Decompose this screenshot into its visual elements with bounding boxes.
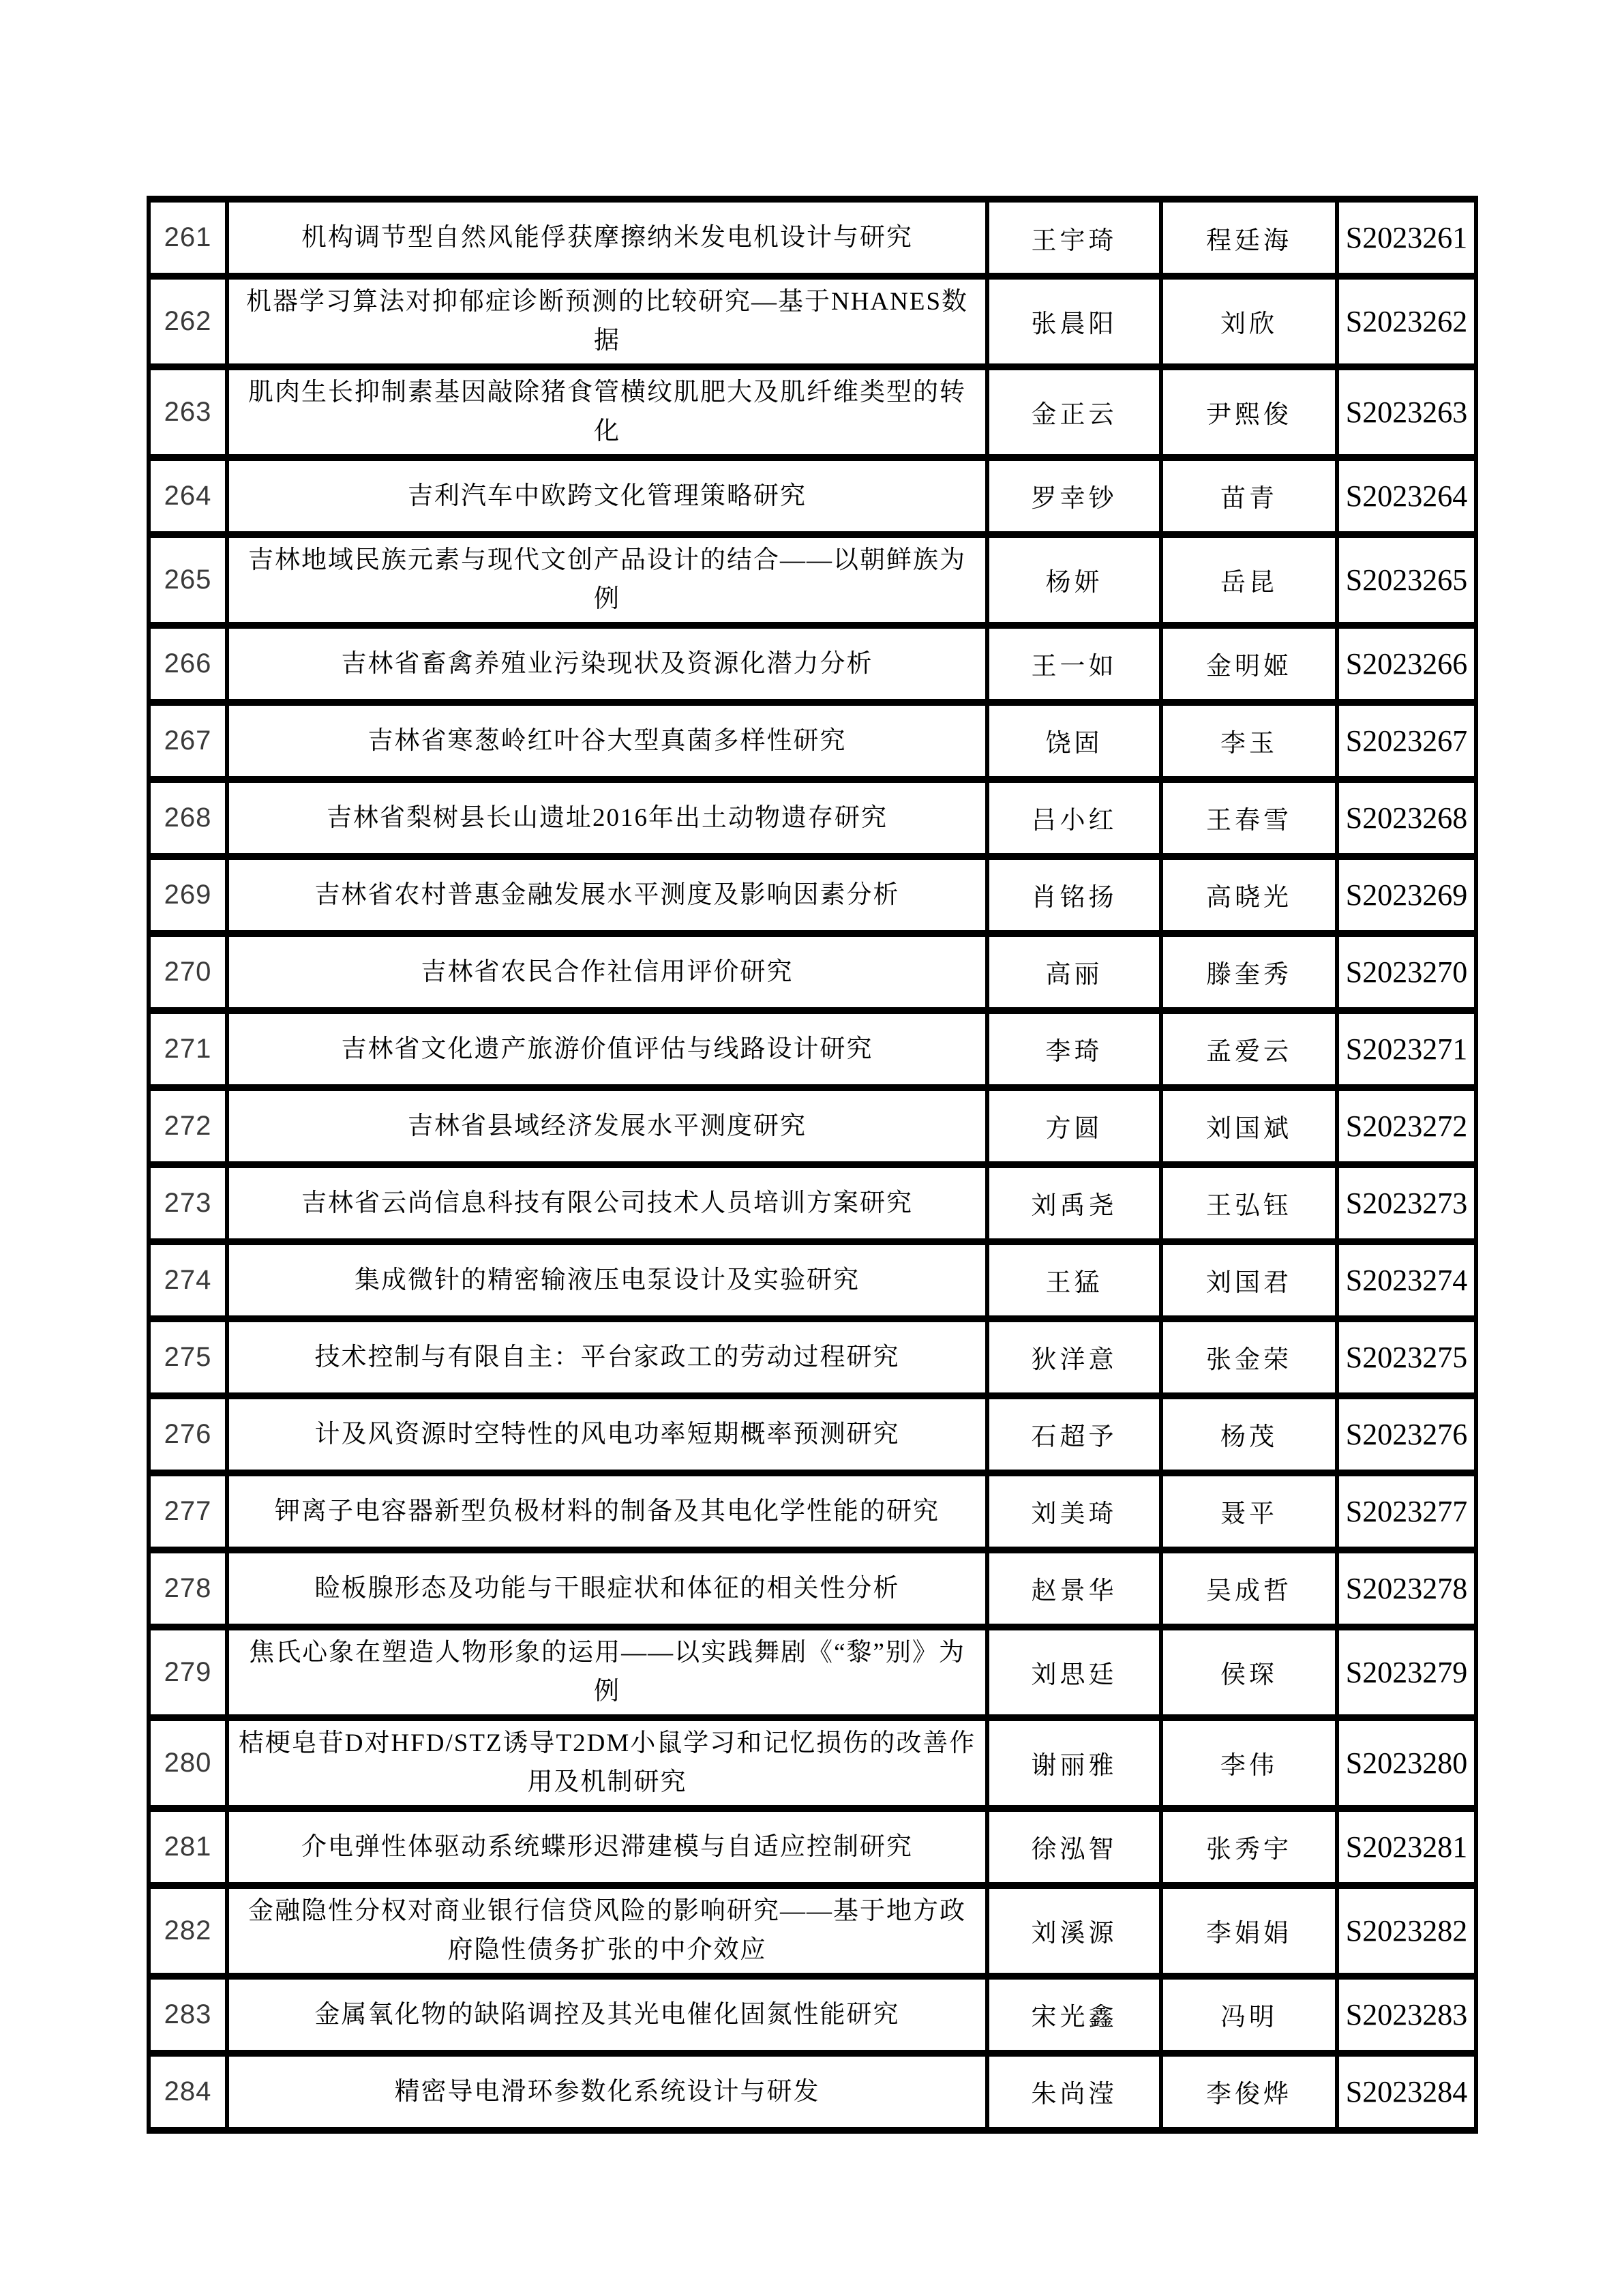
table-row — [149, 934, 1476, 1011]
row-number-cell: 276 — [149, 1396, 227, 1473]
table-row — [149, 276, 1476, 367]
row-number-cell: 268 — [149, 779, 227, 856]
author-name-cell: 宋光鑫 — [987, 1976, 1161, 2053]
thesis-title-cell: 介电弹性体驱动系统蝶形迟滞建模与自适应控制研究 — [227, 1808, 987, 1885]
thesis-title-cell: 机器学习算法对抑郁症诊断预测的比较研究—基于NHANES数据 — [227, 276, 987, 367]
thesis-title-cell: 吉林省农民合作社信用评价研究 — [227, 934, 987, 1011]
supervisor-name-cell: 高晓光 — [1161, 856, 1337, 934]
table-row — [149, 702, 1476, 779]
thesis-code-cell: S2023284 — [1337, 2053, 1476, 2130]
row-number-cell: 278 — [149, 1550, 227, 1627]
supervisor-name-cell: 刘国君 — [1161, 1242, 1337, 1319]
author-name-cell: 吕小红 — [987, 779, 1161, 856]
author-name-cell: 高丽 — [987, 934, 1161, 1011]
author-name-cell: 王宇琦 — [987, 199, 1161, 276]
thesis-code-cell: S2023267 — [1337, 702, 1476, 779]
author-name-cell: 李琦 — [987, 1011, 1161, 1088]
thesis-code-cell: S2023272 — [1337, 1088, 1476, 1165]
row-number-cell: 265 — [149, 535, 227, 625]
thesis-title-cell: 吉利汽车中欧跨文化管理策略研究 — [227, 458, 987, 535]
thesis-code-cell: S2023281 — [1337, 1808, 1476, 1885]
table-row — [149, 199, 1476, 276]
thesis-code-cell: S2023261 — [1337, 199, 1476, 276]
author-name-cell: 刘思廷 — [987, 1627, 1161, 1718]
table-row — [149, 2053, 1476, 2130]
row-number-cell: 261 — [149, 199, 227, 276]
thesis-title-cell: 吉林省文化遗产旅游价值评估与线路设计研究 — [227, 1011, 987, 1088]
thesis-code-cell: S2023269 — [1337, 856, 1476, 934]
thesis-code-cell: S2023275 — [1337, 1319, 1476, 1396]
thesis-code-cell: S2023277 — [1337, 1473, 1476, 1550]
row-number-cell: 266 — [149, 625, 227, 702]
author-name-cell: 杨妍 — [987, 535, 1161, 625]
supervisor-name-cell: 杨茂 — [1161, 1396, 1337, 1473]
row-number-cell: 272 — [149, 1088, 227, 1165]
thesis-list-table — [147, 196, 1478, 2134]
row-number-cell: 282 — [149, 1885, 227, 1976]
thesis-code-cell: S2023265 — [1337, 535, 1476, 625]
supervisor-name-cell: 王弘钰 — [1161, 1165, 1337, 1242]
supervisor-name-cell: 尹熙俊 — [1161, 367, 1337, 458]
table-row — [149, 1165, 1476, 1242]
table-row — [149, 458, 1476, 535]
row-number-cell: 271 — [149, 1011, 227, 1088]
author-name-cell: 方圆 — [987, 1088, 1161, 1165]
thesis-title-cell: 桔梗皂苷D对HFD/STZ诱导T2DM小鼠学习和记忆损伤的改善作用及机制研究 — [227, 1718, 987, 1808]
table-row — [149, 1473, 1476, 1550]
thesis-title-cell: 计及风资源时空特性的风电功率短期概率预测研究 — [227, 1396, 987, 1473]
row-number-cell: 283 — [149, 1976, 227, 2053]
thesis-title-cell: 金属氧化物的缺陷调控及其光电催化固氮性能研究 — [227, 1976, 987, 2053]
table-row — [149, 1976, 1476, 2053]
supervisor-name-cell: 刘欣 — [1161, 276, 1337, 367]
author-name-cell: 罗幸钞 — [987, 458, 1161, 535]
thesis-code-cell: S2023283 — [1337, 1976, 1476, 2053]
table-row — [149, 856, 1476, 934]
thesis-title-cell: 吉林省畜禽养殖业污染现状及资源化潜力分析 — [227, 625, 987, 702]
thesis-title-cell: 吉林地域民族元素与现代文创产品设计的结合——以朝鲜族为例 — [227, 535, 987, 625]
author-name-cell: 王一如 — [987, 625, 1161, 702]
thesis-code-cell: S2023271 — [1337, 1011, 1476, 1088]
supervisor-name-cell: 岳昆 — [1161, 535, 1337, 625]
table-row — [149, 1396, 1476, 1473]
thesis-title-cell: 吉林省云尚信息科技有限公司技术人员培训方案研究 — [227, 1165, 987, 1242]
row-number-cell: 269 — [149, 856, 227, 934]
row-number-cell: 284 — [149, 2053, 227, 2130]
author-name-cell: 张晨阳 — [987, 276, 1161, 367]
table-row — [149, 1242, 1476, 1319]
table-row — [149, 1011, 1476, 1088]
thesis-title-cell: 吉林省梨树县长山遗址2016年出土动物遗存研究 — [227, 779, 987, 856]
supervisor-name-cell: 金明姬 — [1161, 625, 1337, 702]
thesis-title-cell: 睑板腺形态及功能与干眼症状和体征的相关性分析 — [227, 1550, 987, 1627]
row-number-cell: 277 — [149, 1473, 227, 1550]
thesis-code-cell: S2023282 — [1337, 1885, 1476, 1976]
thesis-title-cell: 钾离子电容器新型负极材料的制备及其电化学性能的研究 — [227, 1473, 987, 1550]
author-name-cell: 朱尚滢 — [987, 2053, 1161, 2130]
supervisor-name-cell: 侯琛 — [1161, 1627, 1337, 1718]
author-name-cell: 谢丽雅 — [987, 1718, 1161, 1808]
thesis-title-cell: 焦氏心象在塑造人物形象的运用——以实践舞剧《“黎”别》为例 — [227, 1627, 987, 1718]
thesis-code-cell: S2023274 — [1337, 1242, 1476, 1319]
thesis-title-cell: 吉林省寒葱岭红叶谷大型真菌多样性研究 — [227, 702, 987, 779]
author-name-cell: 刘美琦 — [987, 1473, 1161, 1550]
table-row — [149, 779, 1476, 856]
table-row — [149, 625, 1476, 702]
table-row — [149, 1718, 1476, 1808]
supervisor-name-cell: 吴成哲 — [1161, 1550, 1337, 1627]
supervisor-name-cell: 刘国斌 — [1161, 1088, 1337, 1165]
author-name-cell: 肖铭扬 — [987, 856, 1161, 934]
table-row — [149, 1088, 1476, 1165]
row-number-cell: 270 — [149, 934, 227, 1011]
author-name-cell: 饶固 — [987, 702, 1161, 779]
table-row — [149, 1319, 1476, 1396]
supervisor-name-cell: 冯明 — [1161, 1976, 1337, 2053]
row-number-cell: 263 — [149, 367, 227, 458]
thesis-title-cell: 金融隐性分权对商业银行信贷风险的影响研究——基于地方政府隐性债务扩张的中介效应 — [227, 1885, 987, 1976]
table-row — [149, 1808, 1476, 1885]
row-number-cell: 279 — [149, 1627, 227, 1718]
thesis-title-cell: 集成微针的精密输液压电泵设计及实验研究 — [227, 1242, 987, 1319]
thesis-title-cell: 肌肉生长抑制素基因敲除猪食管横纹肌肥大及肌纤维类型的转化 — [227, 367, 987, 458]
thesis-title-cell: 机构调节型自然风能俘获摩擦纳米发电机设计与研究 — [227, 199, 987, 276]
thesis-code-cell: S2023268 — [1337, 779, 1476, 856]
supervisor-name-cell: 聂平 — [1161, 1473, 1337, 1550]
thesis-code-cell: S2023273 — [1337, 1165, 1476, 1242]
table-row — [149, 367, 1476, 458]
supervisor-name-cell: 张秀宇 — [1161, 1808, 1337, 1885]
row-number-cell: 264 — [149, 458, 227, 535]
author-name-cell: 王猛 — [987, 1242, 1161, 1319]
table-row — [149, 535, 1476, 625]
author-name-cell: 狄洋意 — [987, 1319, 1161, 1396]
supervisor-name-cell: 孟爱云 — [1161, 1011, 1337, 1088]
row-number-cell: 267 — [149, 702, 227, 779]
thesis-code-cell: S2023263 — [1337, 367, 1476, 458]
supervisor-name-cell: 李伟 — [1161, 1718, 1337, 1808]
thesis-code-cell: S2023262 — [1337, 276, 1476, 367]
thesis-title-cell: 技术控制与有限自主：平台家政工的劳动过程研究 — [227, 1319, 987, 1396]
thesis-code-cell: S2023276 — [1337, 1396, 1476, 1473]
row-number-cell: 274 — [149, 1242, 227, 1319]
supervisor-name-cell: 王春雪 — [1161, 779, 1337, 856]
row-number-cell: 281 — [149, 1808, 227, 1885]
author-name-cell: 金正云 — [987, 367, 1161, 458]
thesis-code-cell: S2023279 — [1337, 1627, 1476, 1718]
thesis-title-cell: 吉林省县域经济发展水平测度研究 — [227, 1088, 987, 1165]
row-number-cell: 273 — [149, 1165, 227, 1242]
author-name-cell: 刘禹尧 — [987, 1165, 1161, 1242]
supervisor-name-cell: 李玉 — [1161, 702, 1337, 779]
supervisor-name-cell: 滕奎秀 — [1161, 934, 1337, 1011]
supervisor-name-cell: 李娟娟 — [1161, 1885, 1337, 1976]
author-name-cell: 石超予 — [987, 1396, 1161, 1473]
thesis-code-cell: S2023278 — [1337, 1550, 1476, 1627]
thesis-title-cell: 吉林省农村普惠金融发展水平测度及影响因素分析 — [227, 856, 987, 934]
thesis-code-cell: S2023270 — [1337, 934, 1476, 1011]
row-number-cell: 275 — [149, 1319, 227, 1396]
author-name-cell: 徐泓智 — [987, 1808, 1161, 1885]
author-name-cell: 刘溪源 — [987, 1885, 1161, 1976]
thesis-code-cell: S2023266 — [1337, 625, 1476, 702]
author-name-cell: 赵景华 — [987, 1550, 1161, 1627]
thesis-code-cell: S2023264 — [1337, 458, 1476, 535]
table-row — [149, 1885, 1476, 1976]
table-row — [149, 1627, 1476, 1718]
supervisor-name-cell: 苗青 — [1161, 458, 1337, 535]
thesis-title-cell: 精密导电滑环参数化系统设计与研发 — [227, 2053, 987, 2130]
thesis-code-cell: S2023280 — [1337, 1718, 1476, 1808]
supervisor-name-cell: 张金荣 — [1161, 1319, 1337, 1396]
supervisor-name-cell: 程廷海 — [1161, 199, 1337, 276]
row-number-cell: 280 — [149, 1718, 227, 1808]
supervisor-name-cell: 李俊烨 — [1161, 2053, 1337, 2130]
row-number-cell: 262 — [149, 276, 227, 367]
table-row — [149, 1550, 1476, 1627]
